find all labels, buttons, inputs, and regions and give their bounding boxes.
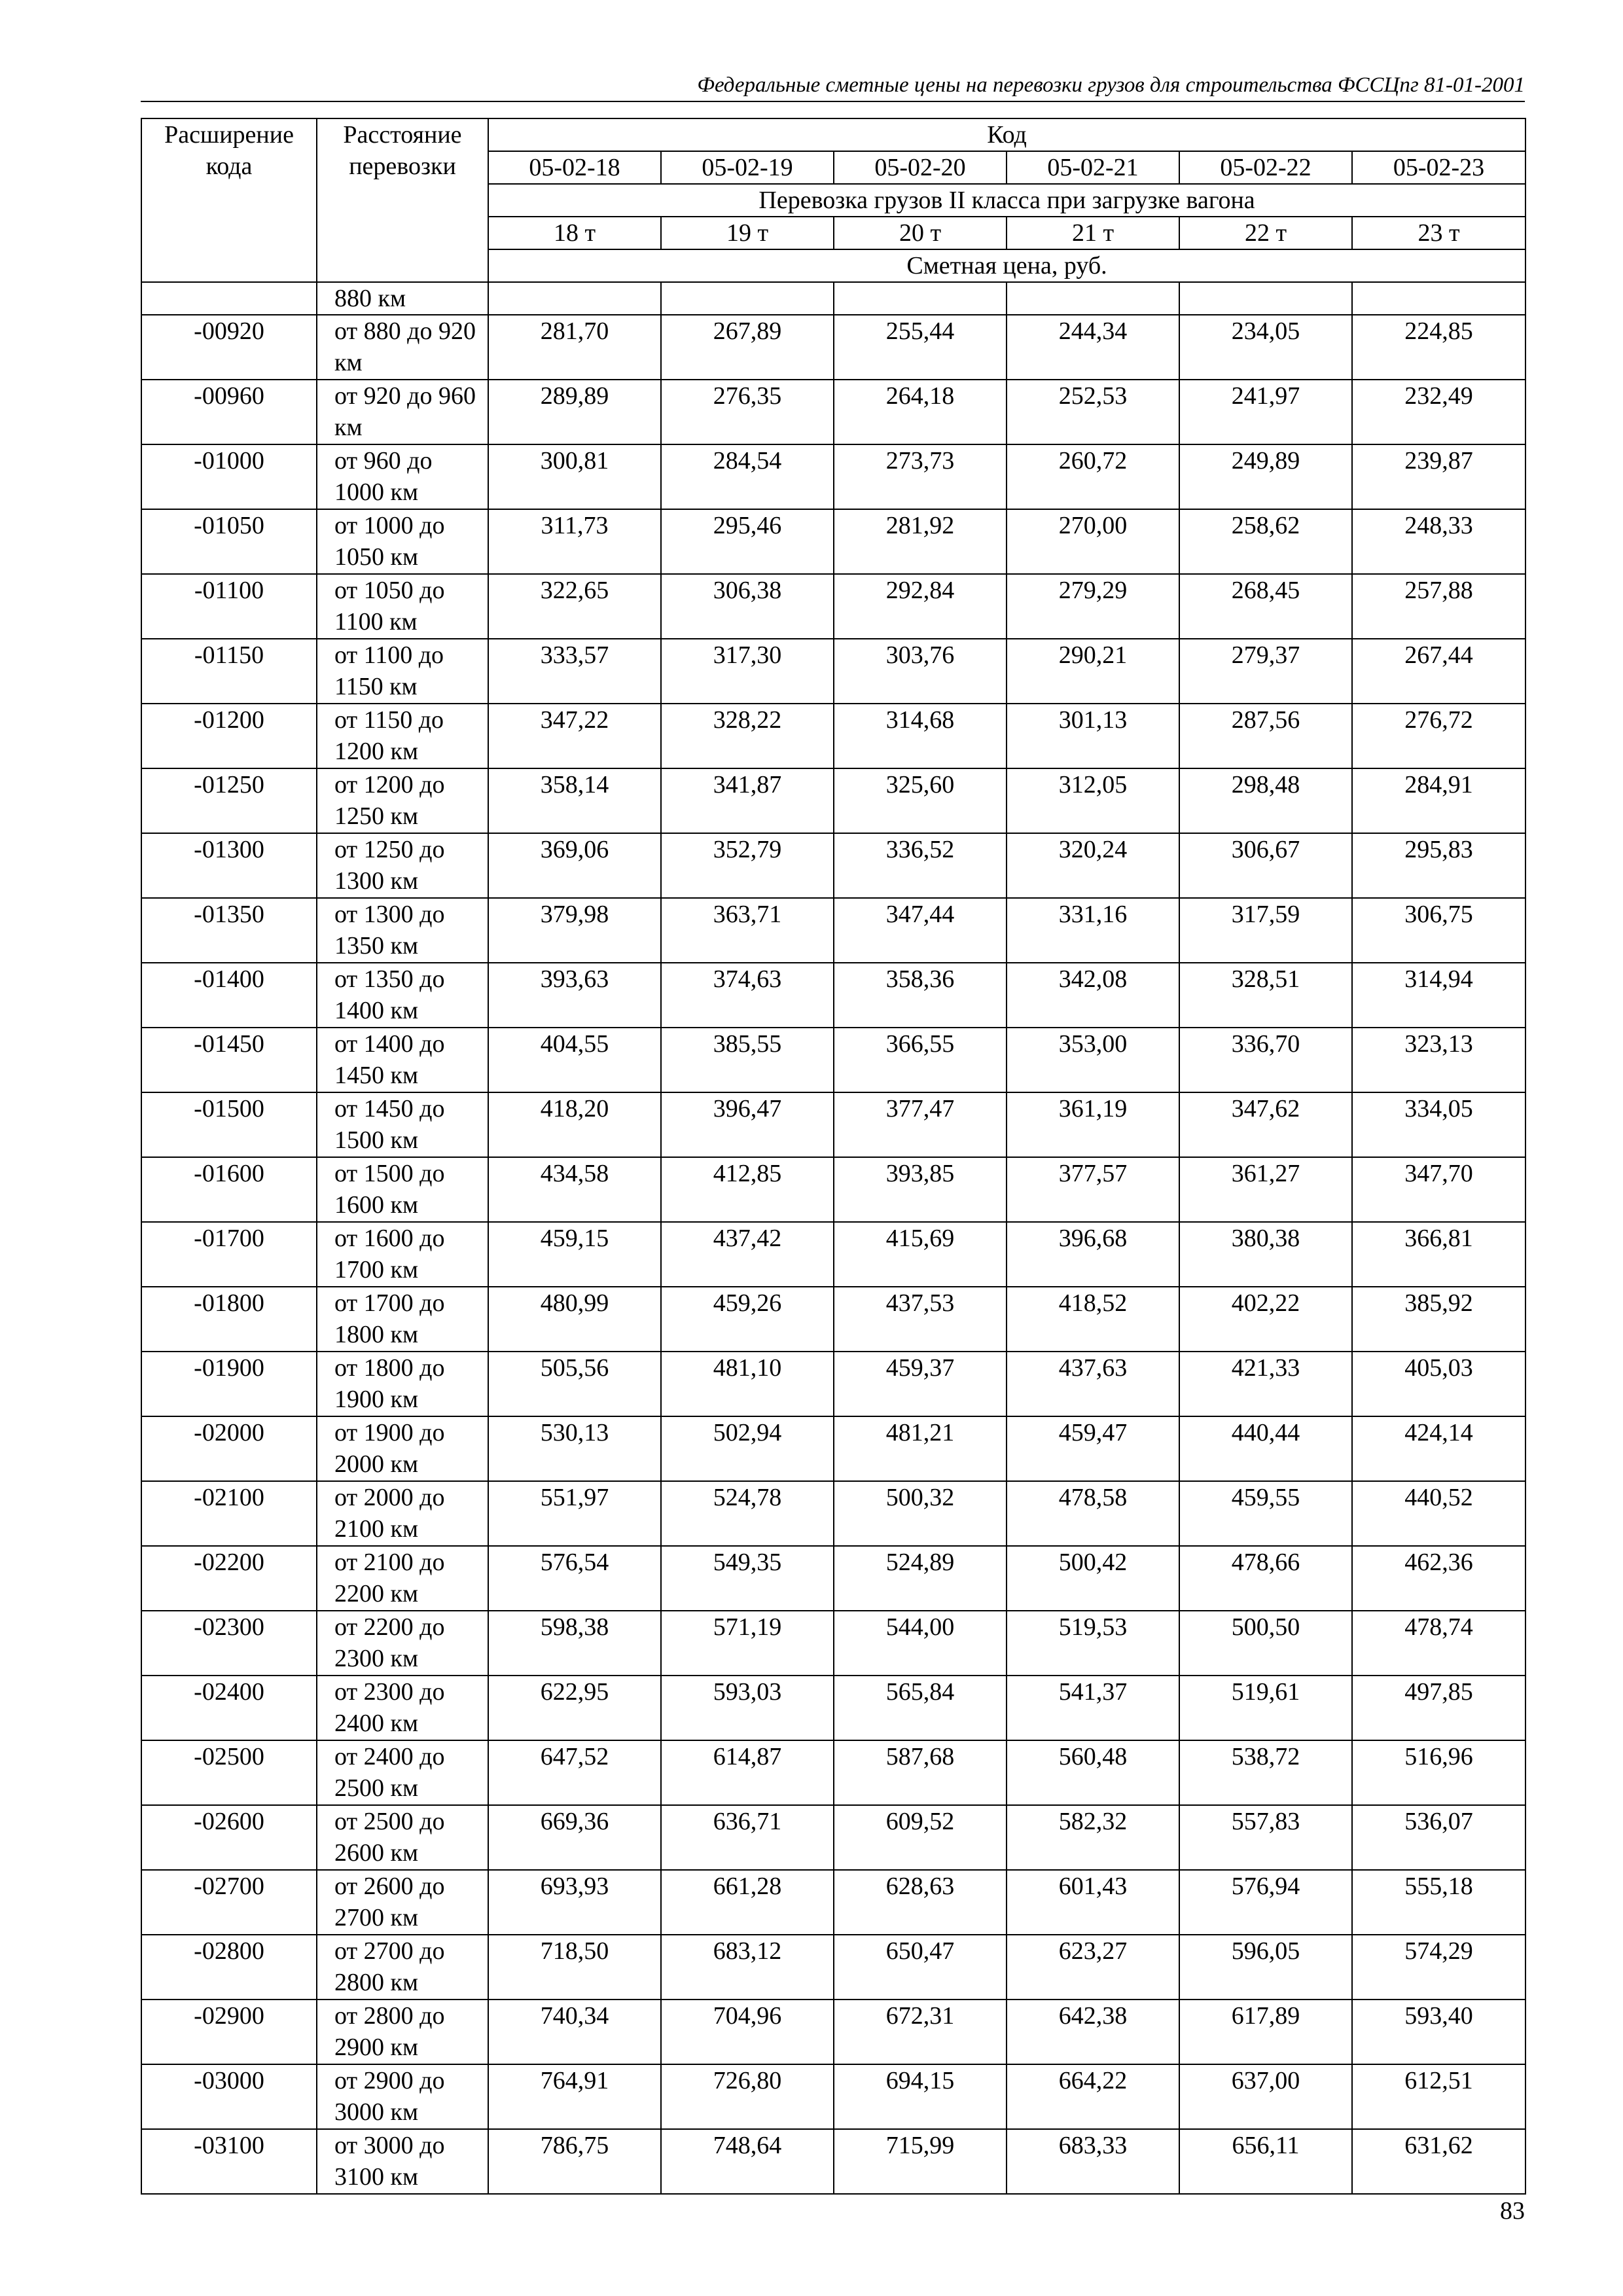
distance-cell: от 1500 до 1600 км <box>317 1157 488 1222</box>
value-cell: 664,22 <box>1007 2064 1179 2129</box>
value-cell: 549,35 <box>661 1546 834 1611</box>
value-cell: 571,19 <box>661 1611 834 1676</box>
ext-cell: -02500 <box>141 1740 317 1805</box>
value-cell: 574,29 <box>1352 1935 1525 2000</box>
value-cell: 551,97 <box>488 1481 661 1546</box>
value-cell: 385,92 <box>1352 1287 1525 1352</box>
value-cell: 715,99 <box>834 2129 1007 2194</box>
distance-cell: от 1000 до 1050 км <box>317 509 488 574</box>
distance-cell: от 1250 до 1300 км <box>317 833 488 898</box>
value-cell <box>1352 282 1525 315</box>
value-cell: 683,33 <box>1007 2129 1179 2194</box>
value-cell: 352,79 <box>661 833 834 898</box>
value-cell: 234,05 <box>1179 315 1352 380</box>
distance-cell: 880 км <box>317 282 488 315</box>
value-cell: 412,85 <box>661 1157 834 1222</box>
ext-cell: -02100 <box>141 1481 317 1546</box>
value-cell: 656,11 <box>1179 2129 1352 2194</box>
header-code-cell: 05-02-19 <box>661 151 834 184</box>
value-cell: 617,89 <box>1179 2000 1352 2064</box>
value-cell: 267,44 <box>1352 639 1525 704</box>
value-cell: 363,71 <box>661 898 834 963</box>
value-cell: 500,32 <box>834 1481 1007 1546</box>
value-cell: 459,55 <box>1179 1481 1352 1546</box>
distance-cell: от 2300 до 2400 км <box>317 1676 488 1740</box>
value-cell: 323,13 <box>1352 1028 1525 1092</box>
value-cell: 459,37 <box>834 1352 1007 1416</box>
value-cell: 593,40 <box>1352 2000 1525 2064</box>
value-cell: 322,65 <box>488 574 661 639</box>
distance-cell: от 1900 до 2000 км <box>317 1416 488 1481</box>
ext-cell: -01450 <box>141 1028 317 1092</box>
ext-cell: -01400 <box>141 963 317 1028</box>
ext-cell <box>141 282 317 315</box>
value-cell: 341,87 <box>661 768 834 833</box>
header-code: Код <box>488 118 1525 151</box>
value-cell: 718,50 <box>488 1935 661 2000</box>
value-cell: 637,00 <box>1179 2064 1352 2129</box>
table-row <box>141 1676 1525 1740</box>
value-cell: 478,74 <box>1352 1611 1525 1676</box>
header-distance: Расстояние перевозки <box>317 118 488 282</box>
value-cell: 661,28 <box>661 1870 834 1935</box>
value-cell: 437,42 <box>661 1222 834 1287</box>
value-cell: 623,27 <box>1007 1935 1179 2000</box>
value-cell: 693,93 <box>488 1870 661 1935</box>
value-cell: 538,72 <box>1179 1740 1352 1805</box>
distance-cell: от 1350 до 1400 км <box>317 963 488 1028</box>
ext-cell: -01900 <box>141 1352 317 1416</box>
value-cell: 284,54 <box>661 444 834 509</box>
value-cell: 593,03 <box>661 1676 834 1740</box>
value-cell: 524,78 <box>661 1481 834 1546</box>
value-cell: 342,08 <box>1007 963 1179 1028</box>
value-cell: 287,56 <box>1179 704 1352 768</box>
table-row <box>141 444 1525 509</box>
ext-cell: -02200 <box>141 1546 317 1611</box>
header-transport: Перевозка грузов II класса при загрузке вагона <box>488 184 1525 217</box>
distance-cell: от 1200 до 1250 км <box>317 768 488 833</box>
value-cell: 279,37 <box>1179 639 1352 704</box>
header-extension-code: Расширение кода <box>141 118 317 282</box>
table-row <box>141 1092 1525 1157</box>
value-cell: 481,21 <box>834 1416 1007 1481</box>
value-cell: 434,58 <box>488 1157 661 1222</box>
value-cell: 284,91 <box>1352 768 1525 833</box>
table-row <box>141 963 1525 1028</box>
value-cell: 314,68 <box>834 704 1007 768</box>
value-cell: 255,44 <box>834 315 1007 380</box>
table-row <box>141 639 1525 704</box>
table-row-continued <box>141 282 1525 315</box>
value-cell: 303,76 <box>834 639 1007 704</box>
table-row <box>141 1611 1525 1676</box>
value-cell: 239,87 <box>1352 444 1525 509</box>
value-cell: 437,63 <box>1007 1352 1179 1416</box>
distance-cell: от 2200 до 2300 км <box>317 1611 488 1676</box>
value-cell: 519,53 <box>1007 1611 1179 1676</box>
ext-cell: -02900 <box>141 2000 317 2064</box>
header-code-cell: 05-02-18 <box>488 151 661 184</box>
value-cell: 415,69 <box>834 1222 1007 1287</box>
header-rule <box>141 101 1525 102</box>
value-cell: 459,15 <box>488 1222 661 1287</box>
price-table-body <box>141 118 1525 2194</box>
value-cell: 353,00 <box>1007 1028 1179 1092</box>
value-cell: 502,94 <box>661 1416 834 1481</box>
value-cell: 393,85 <box>834 1157 1007 1222</box>
value-cell: 516,96 <box>1352 1740 1525 1805</box>
value-cell: 358,36 <box>834 963 1007 1028</box>
table-row <box>141 1481 1525 1546</box>
value-cell: 622,95 <box>488 1676 661 1740</box>
value-cell: 459,26 <box>661 1287 834 1352</box>
value-cell: 650,47 <box>834 1935 1007 2000</box>
distance-cell: от 2900 до 3000 км <box>317 2064 488 2129</box>
distance-cell: от 2400 до 2500 км <box>317 1740 488 1805</box>
value-cell: 366,81 <box>1352 1222 1525 1287</box>
value-cell: 481,10 <box>661 1352 834 1416</box>
value-cell: 279,29 <box>1007 574 1179 639</box>
table-row <box>141 833 1525 898</box>
value-cell: 298,48 <box>1179 768 1352 833</box>
value-cell: 500,50 <box>1179 1611 1352 1676</box>
value-cell: 536,07 <box>1352 1805 1525 1870</box>
value-cell: 306,38 <box>661 574 834 639</box>
value-cell: 333,57 <box>488 639 661 704</box>
value-cell: 306,67 <box>1179 833 1352 898</box>
value-cell: 647,52 <box>488 1740 661 1805</box>
value-cell: 366,55 <box>834 1028 1007 1092</box>
value-cell: 347,44 <box>834 898 1007 963</box>
value-cell: 325,60 <box>834 768 1007 833</box>
table-row <box>141 1222 1525 1287</box>
header-code-cell: 05-02-21 <box>1007 151 1179 184</box>
value-cell: 292,84 <box>834 574 1007 639</box>
value-cell: 300,81 <box>488 444 661 509</box>
ext-cell: -01000 <box>141 444 317 509</box>
value-cell: 669,36 <box>488 1805 661 1870</box>
value-cell: 704,96 <box>661 2000 834 2064</box>
table-row <box>141 1028 1525 1092</box>
value-cell: 576,54 <box>488 1546 661 1611</box>
value-cell: 224,85 <box>1352 315 1525 380</box>
ext-cell: -01050 <box>141 509 317 574</box>
value-cell <box>1179 282 1352 315</box>
header-code-cell: 05-02-20 <box>834 151 1007 184</box>
value-cell: 497,85 <box>1352 1676 1525 1740</box>
value-cell: 524,89 <box>834 1546 1007 1611</box>
value-cell: 369,06 <box>488 833 661 898</box>
table-row <box>141 768 1525 833</box>
ext-cell: -01600 <box>141 1157 317 1222</box>
value-cell: 377,57 <box>1007 1157 1179 1222</box>
value-cell: 347,70 <box>1352 1157 1525 1222</box>
ext-cell: -01150 <box>141 639 317 704</box>
value-cell: 418,52 <box>1007 1287 1179 1352</box>
value-cell: 281,70 <box>488 315 661 380</box>
ext-cell: -02000 <box>141 1416 317 1481</box>
distance-cell: от 2600 до 2700 км <box>317 1870 488 1935</box>
value-cell: 347,62 <box>1179 1092 1352 1157</box>
value-cell: 380,38 <box>1179 1222 1352 1287</box>
ext-cell: -00920 <box>141 315 317 380</box>
distance-cell: от 1800 до 1900 км <box>317 1352 488 1416</box>
value-cell: 500,42 <box>1007 1546 1179 1611</box>
value-cell: 764,91 <box>488 2064 661 2129</box>
value-cell: 244,34 <box>1007 315 1179 380</box>
header-load-cell: 21 т <box>1007 217 1179 249</box>
value-cell: 290,21 <box>1007 639 1179 704</box>
ext-cell: -01100 <box>141 574 317 639</box>
value-cell: 480,99 <box>488 1287 661 1352</box>
table-row <box>141 898 1525 963</box>
distance-cell: от 1450 до 1500 км <box>317 1092 488 1157</box>
value-cell: 317,59 <box>1179 898 1352 963</box>
distance-cell: от 2800 до 2900 км <box>317 2000 488 2064</box>
value-cell: 358,14 <box>488 768 661 833</box>
ext-cell: -01500 <box>141 1092 317 1157</box>
page-header: Федеральные сметные цены на перевозки грузов для строительства ФССЦпг 81-01-2001 <box>697 73 1525 97</box>
value-cell: 320,24 <box>1007 833 1179 898</box>
value-cell: 295,46 <box>661 509 834 574</box>
value-cell: 248,33 <box>1352 509 1525 574</box>
value-cell: 612,51 <box>1352 2064 1525 2129</box>
value-cell: 334,05 <box>1352 1092 1525 1157</box>
distance-cell: от 1700 до 1800 км <box>317 1287 488 1352</box>
value-cell: 418,20 <box>488 1092 661 1157</box>
ext-cell: -02700 <box>141 1870 317 1935</box>
distance-cell: от 2700 до 2800 км <box>317 1935 488 2000</box>
distance-cell: от 1150 до 1200 км <box>317 704 488 768</box>
table-row <box>141 2129 1525 2194</box>
ext-cell: -02400 <box>141 1676 317 1740</box>
table-row <box>141 574 1525 639</box>
value-cell: 301,13 <box>1007 704 1179 768</box>
value-cell: 544,00 <box>834 1611 1007 1676</box>
value-cell: 565,84 <box>834 1676 1007 1740</box>
distance-cell: от 3000 до 3100 км <box>317 2129 488 2194</box>
value-cell: 726,80 <box>661 2064 834 2129</box>
distance-cell: от 920 до 960 км <box>317 380 488 444</box>
value-cell: 267,89 <box>661 315 834 380</box>
value-cell: 273,73 <box>834 444 1007 509</box>
value-cell: 312,05 <box>1007 768 1179 833</box>
value-cell: 459,47 <box>1007 1416 1179 1481</box>
value-cell: 268,45 <box>1179 574 1352 639</box>
value-cell <box>661 282 834 315</box>
header-load-cell: 18 т <box>488 217 661 249</box>
value-cell: 609,52 <box>834 1805 1007 1870</box>
value-cell: 440,52 <box>1352 1481 1525 1546</box>
value-cell <box>1007 282 1179 315</box>
value-cell: 306,75 <box>1352 898 1525 963</box>
table-row <box>141 380 1525 444</box>
distance-cell: от 960 до 1000 км <box>317 444 488 509</box>
ext-cell: -01350 <box>141 898 317 963</box>
value-cell: 505,56 <box>488 1352 661 1416</box>
value-cell: 596,05 <box>1179 1935 1352 2000</box>
value-cell: 311,73 <box>488 509 661 574</box>
value-cell: 257,88 <box>1352 574 1525 639</box>
value-cell: 314,94 <box>1352 963 1525 1028</box>
ext-cell: -01800 <box>141 1287 317 1352</box>
header-load-cell: 22 т <box>1179 217 1352 249</box>
value-cell: 385,55 <box>661 1028 834 1092</box>
value-cell: 748,64 <box>661 2129 834 2194</box>
value-cell: 478,66 <box>1179 1546 1352 1611</box>
table-row <box>141 2000 1525 2064</box>
value-cell: 232,49 <box>1352 380 1525 444</box>
value-cell: 541,37 <box>1007 1676 1179 1740</box>
page-number: 83 <box>1500 2197 1525 2225</box>
ext-cell: -01200 <box>141 704 317 768</box>
table-row <box>141 704 1525 768</box>
value-cell: 519,61 <box>1179 1676 1352 1740</box>
ext-cell: -01300 <box>141 833 317 898</box>
value-cell <box>488 282 661 315</box>
value-cell: 281,92 <box>834 509 1007 574</box>
distance-cell: от 2500 до 2600 км <box>317 1805 488 1870</box>
value-cell: 601,43 <box>1007 1870 1179 1935</box>
distance-cell: от 1300 до 1350 км <box>317 898 488 963</box>
value-cell: 252,53 <box>1007 380 1179 444</box>
value-cell: 241,97 <box>1179 380 1352 444</box>
header-load-cell: 23 т <box>1352 217 1525 249</box>
value-cell: 361,19 <box>1007 1092 1179 1157</box>
value-cell: 530,13 <box>488 1416 661 1481</box>
ext-cell: -02300 <box>141 1611 317 1676</box>
value-cell: 576,94 <box>1179 1870 1352 1935</box>
distance-cell: от 880 до 920 км <box>317 315 488 380</box>
table-row <box>141 509 1525 574</box>
header-price: Сметная цена, руб. <box>488 249 1525 282</box>
value-cell: 289,89 <box>488 380 661 444</box>
table-row <box>141 1870 1525 1935</box>
value-cell: 336,70 <box>1179 1028 1352 1092</box>
value-cell: 336,52 <box>834 833 1007 898</box>
value-cell: 405,03 <box>1352 1352 1525 1416</box>
ext-cell: -01700 <box>141 1222 317 1287</box>
value-cell: 374,63 <box>661 963 834 1028</box>
value-cell: 672,31 <box>834 2000 1007 2064</box>
value-cell: 295,83 <box>1352 833 1525 898</box>
value-cell: 328,22 <box>661 704 834 768</box>
value-cell: 361,27 <box>1179 1157 1352 1222</box>
table-row <box>141 2064 1525 2129</box>
value-cell: 402,22 <box>1179 1287 1352 1352</box>
value-cell: 636,71 <box>661 1805 834 1870</box>
value-cell: 614,87 <box>661 1740 834 1805</box>
value-cell: 249,89 <box>1179 444 1352 509</box>
price-table <box>141 118 1526 2195</box>
header-code-cell: 05-02-22 <box>1179 151 1352 184</box>
value-cell: 258,62 <box>1179 509 1352 574</box>
value-cell: 560,48 <box>1007 1740 1179 1805</box>
value-cell: 260,72 <box>1007 444 1179 509</box>
value-cell: 683,12 <box>661 1935 834 2000</box>
value-cell: 276,35 <box>661 380 834 444</box>
header-code-cell: 05-02-23 <box>1352 151 1525 184</box>
value-cell: 786,75 <box>488 2129 661 2194</box>
value-cell: 393,63 <box>488 963 661 1028</box>
value-cell: 347,22 <box>488 704 661 768</box>
value-cell: 694,15 <box>834 2064 1007 2129</box>
value-cell: 462,36 <box>1352 1546 1525 1611</box>
value-cell: 582,32 <box>1007 1805 1179 1870</box>
value-cell: 642,38 <box>1007 2000 1179 2064</box>
ext-cell: -01250 <box>141 768 317 833</box>
value-cell: 404,55 <box>488 1028 661 1092</box>
value-cell: 396,68 <box>1007 1222 1179 1287</box>
ext-cell: -02600 <box>141 1805 317 1870</box>
table-row <box>141 1416 1525 1481</box>
value-cell: 379,98 <box>488 898 661 963</box>
value-cell: 328,51 <box>1179 963 1352 1028</box>
table-row <box>141 1546 1525 1611</box>
value-cell: 587,68 <box>834 1740 1007 1805</box>
ext-cell: -02800 <box>141 1935 317 2000</box>
distance-cell: от 1100 до 1150 км <box>317 639 488 704</box>
table-row <box>141 315 1525 380</box>
ext-cell: -03000 <box>141 2064 317 2129</box>
value-cell: 264,18 <box>834 380 1007 444</box>
value-cell: 440,44 <box>1179 1416 1352 1481</box>
table-row <box>141 1287 1525 1352</box>
table-row <box>141 1805 1525 1870</box>
value-cell: 421,33 <box>1179 1352 1352 1416</box>
value-cell: 555,18 <box>1352 1870 1525 1935</box>
value-cell: 424,14 <box>1352 1416 1525 1481</box>
value-cell: 740,34 <box>488 2000 661 2064</box>
value-cell: 396,47 <box>661 1092 834 1157</box>
ext-cell: -03100 <box>141 2129 317 2194</box>
ext-cell: -00960 <box>141 380 317 444</box>
value-cell: 631,62 <box>1352 2129 1525 2194</box>
value-cell: 557,83 <box>1179 1805 1352 1870</box>
distance-cell: от 1400 до 1450 км <box>317 1028 488 1092</box>
value-cell: 276,72 <box>1352 704 1525 768</box>
table-row <box>141 1157 1525 1222</box>
distance-cell: от 2000 до 2100 км <box>317 1481 488 1546</box>
header-load-cell: 20 т <box>834 217 1007 249</box>
value-cell: 331,16 <box>1007 898 1179 963</box>
header-load-cell: 19 т <box>661 217 834 249</box>
distance-cell: от 1050 до 1100 км <box>317 574 488 639</box>
value-cell: 377,47 <box>834 1092 1007 1157</box>
distance-cell: от 1600 до 1700 км <box>317 1222 488 1287</box>
value-cell: 270,00 <box>1007 509 1179 574</box>
distance-cell: от 2100 до 2200 км <box>317 1546 488 1611</box>
value-cell: 598,38 <box>488 1611 661 1676</box>
table-row <box>141 1740 1525 1805</box>
value-cell: 317,30 <box>661 639 834 704</box>
value-cell: 478,58 <box>1007 1481 1179 1546</box>
table-row <box>141 1352 1525 1416</box>
value-cell <box>834 282 1007 315</box>
table-row <box>141 1935 1525 2000</box>
value-cell: 437,53 <box>834 1287 1007 1352</box>
value-cell: 628,63 <box>834 1870 1007 1935</box>
